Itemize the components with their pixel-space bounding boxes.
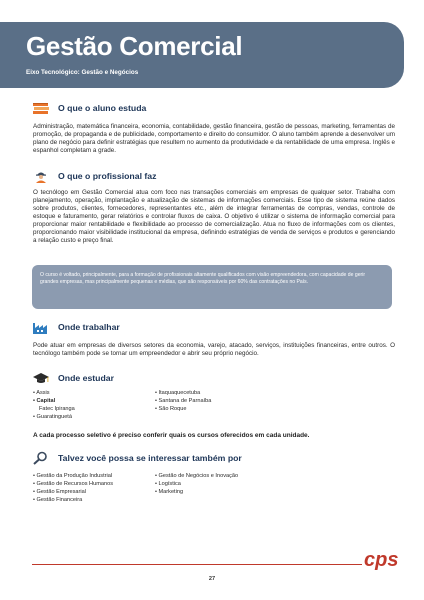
section-header-onde-estudar [32,371,114,385]
page-number: 27 [208,576,216,582]
list-item: • Gestão de Recursos Humanos [33,480,113,488]
section-header-onde-trabalhar [32,320,120,334]
section-title: Onde trabalhar [58,322,120,332]
section-header-profissional-faz [32,169,156,183]
list-item: • Marketing [155,488,238,496]
section-text-aluno-estuda: Administração, matemática financeira, economia, contabilidade, gestão financeira, gestão de pessoas, marketing, ferramentas de promoção, de propaganda e de publicidade, comportamento e direito do consumidor. O aluno também aprende a desenvolver um plano de negócio para definir estratégias que resultem no aumento da produtividade e da rentabilidade de uma empresa. Inglês e espanhol completam a grade. [33,123,395,155]
list-item: • Assis [33,389,75,397]
list-item: • Logística [155,480,238,488]
list-item: • Gestão da Produção Industrial [33,472,113,480]
section-title: O que o profissional faz [58,171,157,181]
highlight-text: O curso é voltado, principalmente, para a formação de profissionais altamente qualificados com visão empreendedora, com capacidade de gerir grandes empresas, mas principalmente pequenas e médias, que são responsáveis por 60% das contratações no País. [40,272,366,286]
section-title: Talvez você possa se interessar também por [58,453,242,463]
related-courses-list-1 [33,472,113,504]
page-title: Gestão Comercial [26,31,243,61]
schools-list-1 [33,389,75,421]
logo-text: cps [364,549,399,571]
section-header-aluno-estuda [32,101,146,115]
section-header-talvez [32,451,242,465]
section-text-onde-trabalhar: Pode atuar em empresas de diversos setores da economia, varejo, atacado, serviços, instituições financeiras, entre outros. O tecnólogo também pode se tornar um empreendedor e abrir seu próprio negócio. [33,342,395,358]
list-item: • Gestão de Negócios e Inovação [155,472,238,480]
section-title: Onde estudar [58,373,114,383]
list-item: • Gestão Financeira [33,496,113,504]
section-title: O que o aluno estuda [58,103,147,113]
list-item: • São Roque [155,405,211,413]
highlight-box [32,265,392,309]
factory-icon [32,320,50,334]
list-item: • Guaratinguetá [33,413,75,421]
list-item: • Capital [33,397,75,405]
title-banner [0,22,404,88]
section-text-profissional-faz: O tecnólogo em Gestão Comercial atua com foco nas transações comerciais em empresas de qualquer setor. Trabalha com planejamento, operação, implantação e atualização de sistemas de informações comerciais. Esse tipo de sistema reúne dados sobre produtos, clientes, fornecedores, representantes etc., além de integrar ferramentas de compras, vendas, controle de estoque e faturamento, gerar relatórios e controlar fluxos de caixa. O objetivo é utilizar o sistema de informação comercial para proporcionar maior rentabilidade e flexibilidade ao processo de comercialização. Atua no fluxo de informações com os clientes, proporcionando maior visibilidade institucional da empresa, definindo estratégias de venda de serviços e produtos e gerenciando a relação custo e preço final. [33,189,395,245]
schools-list-2 [155,389,211,413]
list-item: Fatec Ipiranga [39,406,75,413]
worker-icon [32,169,50,183]
page-subtitle: Eixo Tecnológico: Gestão e Negócios [26,69,139,76]
graduation-cap-icon [32,371,50,385]
list-item: • Gestão Empresarial [33,488,113,496]
cps-logo [362,547,402,573]
books-icon [32,101,50,115]
selection-note: A cada processo seletivo é preciso conferir quais os cursos oferecidos em cada unidade. [33,432,310,439]
related-courses-list-2 [155,472,238,496]
list-item: • Itaquaquecetuba [155,389,211,397]
footer-rule [32,564,392,565]
list-item: • Santana de Parnaíba [155,397,211,405]
magnifier-icon [32,451,50,465]
